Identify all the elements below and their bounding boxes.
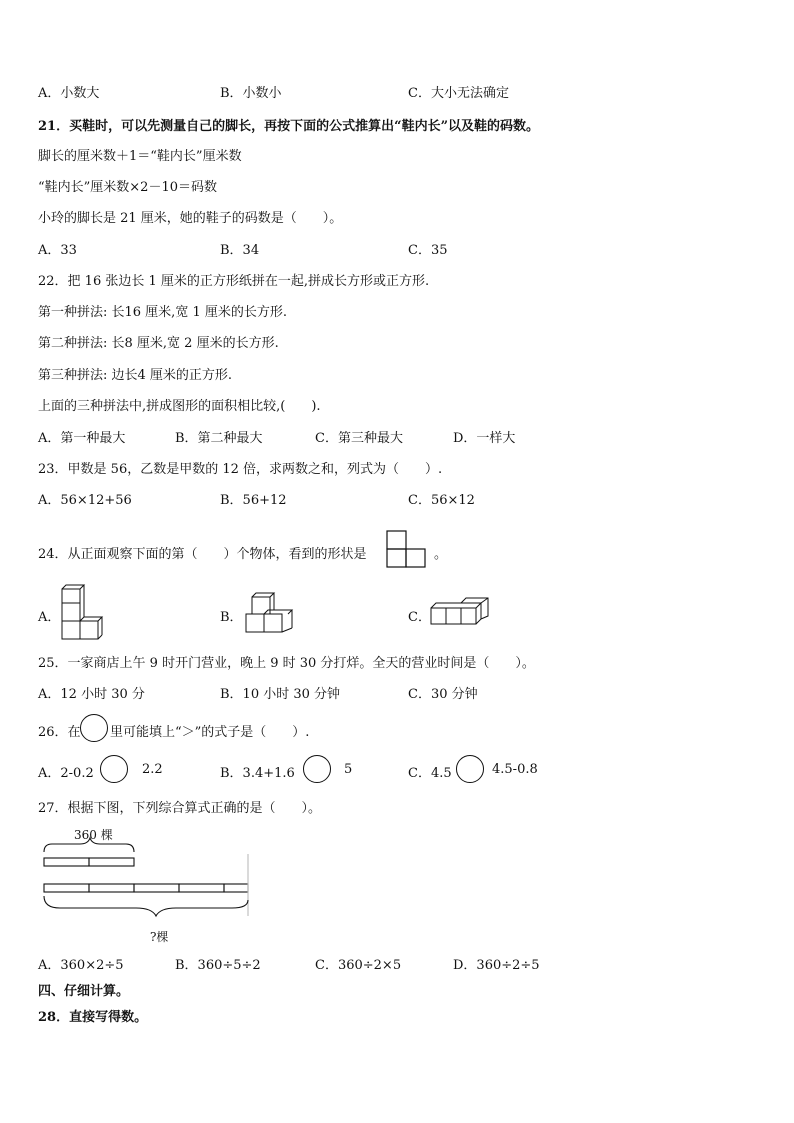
q25-option-b: B．10 小时 30 分钟 (220, 687, 341, 702)
q23-option-b: B．56+12 (220, 493, 287, 508)
q24-option-c: C． (408, 610, 431, 625)
q26-option-a-label: A．2-0.2 (38, 766, 94, 781)
q23-option-a: A．56×12+56 (38, 493, 132, 508)
q26-option-b-label: B．3.4+1.6 (220, 766, 295, 781)
q20-option-b: B．小数小 (220, 86, 282, 101)
q24-stem-end: 。 (434, 547, 448, 562)
q28-stem: 28．直接写得数。 (38, 1010, 148, 1025)
q24-option-c-figure (430, 598, 490, 628)
q22-option-a: A．第一种最大 (38, 431, 126, 446)
q26-option-a-right: 2.2 (142, 762, 163, 777)
q27-stem: 27．根据下图，下列综合算式正确的是（ ）。 (38, 801, 322, 816)
q21-option-b: B．34 (220, 243, 260, 258)
q25-option-a: A．12 小时 30 分 (38, 687, 145, 702)
q27-option-a: A．360×2÷5 (38, 958, 124, 973)
q27-option-c: C．360÷2×5 (315, 958, 402, 973)
q26-option-a-circle-icon (100, 755, 128, 783)
q25-option-c: C．30 分钟 (408, 687, 478, 702)
q23-stem: 23．甲数是 56，乙数是甲数的 12 倍，求两数之和，列式为（ ）. (38, 462, 443, 477)
q24-stem: 24．从正面观察下面的第（ ）个物体，看到的形状是 (38, 547, 367, 562)
q24-option-b: B． (220, 610, 243, 625)
q20-option-a: A．小数大 (38, 86, 100, 101)
q26-stem-start: 26．在 (38, 725, 81, 740)
q22-stem: 22．把 16 张边长 1 厘米的正方形纸拼在一起,拼成长方形或正方形. (38, 274, 430, 289)
q27-figure-bottom-label: ?棵 (150, 930, 169, 944)
q27-option-b: B．360÷5÷2 (175, 958, 261, 973)
section-4-heading: 四、仔细计算。 (38, 984, 130, 999)
q26-option-c-right: 4.5-0.8 (492, 762, 538, 777)
q26-option-b-right: 5 (344, 762, 353, 777)
q22-question: 上面的三种拼法中,拼成图形的面积相比较,( ). (38, 399, 321, 414)
q24-option-b-figure (244, 592, 294, 634)
q24-option-a: A． (38, 610, 61, 625)
q26-option-c-label: C．4.5 (408, 766, 452, 781)
q27-segment-diagram (40, 838, 252, 920)
q21-question: 小玲的脚长是 21 厘米，她的鞋子的码数是（ ）。 (38, 211, 343, 226)
q22-way-2: 第二种拼法: 长8 厘米,宽 2 厘米的长方形. (38, 336, 279, 351)
q24-option-a-figure (60, 585, 102, 640)
q24-front-view-shape (386, 530, 426, 568)
q21-option-c: C．35 (408, 243, 448, 258)
q26-stem-end: 里可能填上“＞”的式子是（ ）. (110, 725, 310, 740)
q22-option-b: B．第二种最大 (175, 431, 263, 446)
q27-figure-top-label: 360 棵 (74, 828, 113, 842)
q22-way-3: 第三种拼法: 边长4 厘米的正方形. (38, 368, 233, 383)
q20-option-c: C．大小无法确定 (408, 86, 509, 101)
q26-option-c-circle-icon (456, 755, 484, 783)
q22-way-1: 第一种拼法: 长16 厘米,宽 1 厘米的长方形. (38, 305, 287, 320)
q21-stem: 21．买鞋时，可以先测量自己的脚长，再按下面的公式推算出“鞋内长”以及鞋的码数。 (38, 119, 540, 134)
q23-option-c: C．56×12 (408, 493, 475, 508)
q22-option-c: C．第三种最大 (315, 431, 403, 446)
q26-option-b-circle-icon (303, 755, 331, 783)
q21-option-a: A．33 (38, 243, 77, 258)
q26-stem-circle-icon (80, 714, 108, 742)
q21-formula-2: “鞋内长”厘米数×2－10＝码数 (38, 180, 217, 195)
q22-option-d: D．一样大 (453, 431, 516, 446)
q21-formula-1: 脚长的厘米数＋1＝“鞋内长”厘米数 (38, 149, 242, 164)
q25-stem: 25．一家商店上午 9 时开门营业，晚上 9 时 30 分打烊。全天的营业时间是（ ）。 (38, 656, 535, 671)
q27-option-d: D．360÷2÷5 (453, 958, 540, 973)
